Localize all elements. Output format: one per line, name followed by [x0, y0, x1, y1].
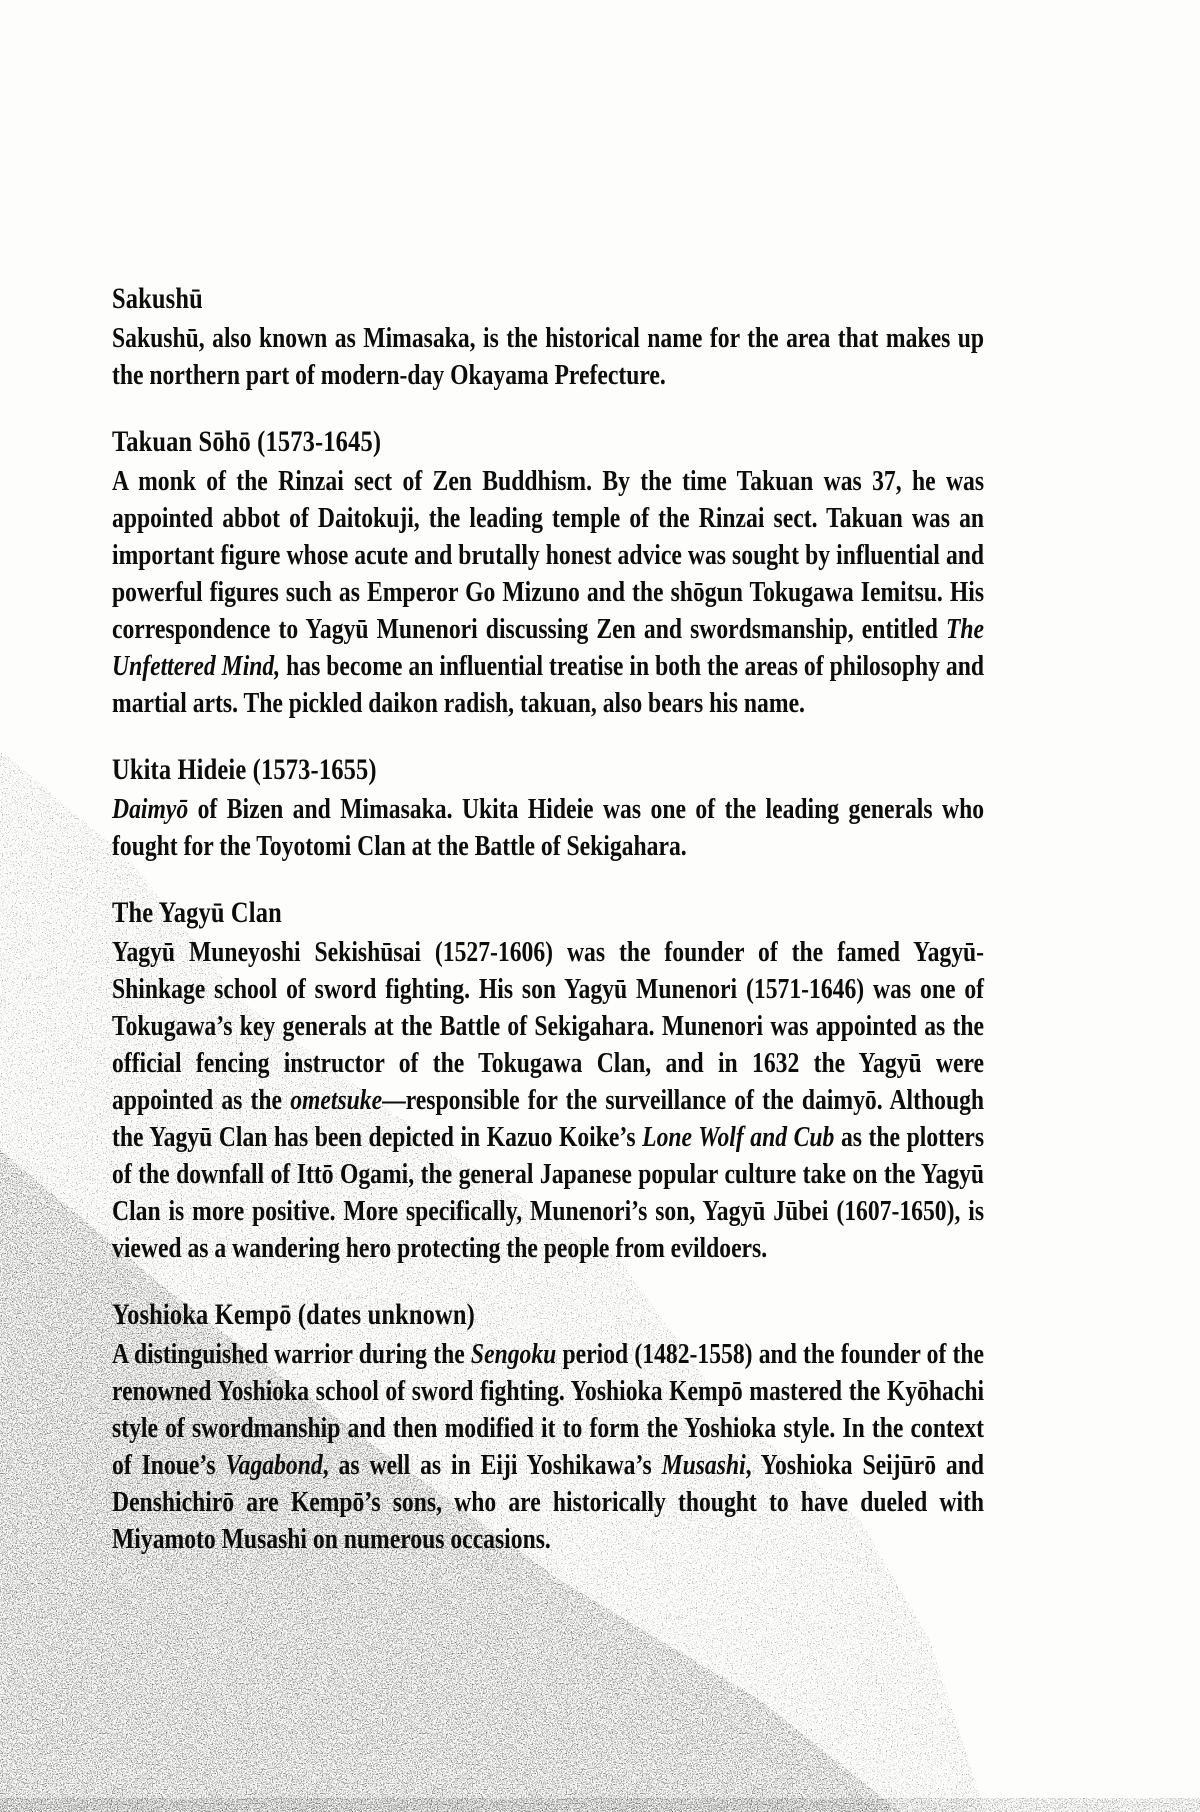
entry-body: A distinguished warrior during the Sengoku period (1482-1558) and the founder of the renowned Yoshioka school of sword fighting. Yoshioka Kempō mastered the Kyōhachi style of swordmanship and then modified it to form the Yoshioka style. In the context of Inoue’s Vagabond, as well as in Eiji Yoshikawa’s Musashi, Yoshioka Seijūrō and Denshichirō are Kempō’s sons, who are historically thought to have dueled with Miyamoto Musashi on numerous occasions. [112, 1338, 985, 1555]
glossary-entry [112, 749, 984, 865]
entry-heading: Sakushū [112, 282, 203, 315]
glossary-entry [112, 1294, 984, 1558]
entry-heading: The Yagyū Clan [112, 896, 282, 929]
entry-body: A monk of the Rinzai sect of Zen Buddhism. By the time Takuan was 37, he was appointed abbot of Daitokuji, the leading temple of the Rinzai sect. Takuan was an important figure whose acute and brutally honest advice was sought by influential and powerful figures such as Emperor Go Mizuno and the shōgun Tokugawa Iemitsu. His correspondence to Yagyū Munenori discussing Zen and swordsmanship, entitled The Unfettered Mind, has become an influential treatise in both the areas of philosophy and martial arts. The pickled daikon radish, takuan, also bears his name. [112, 465, 985, 719]
entry-heading: Yoshioka Kempō (dates unknown) [112, 1298, 475, 1331]
entry-body: Daimyō of Bizen and Mimasaka. Ukita Hideie was one of the leading generals who fought for the Toyotomi Clan at the Battle of Sekigahara. [112, 793, 985, 862]
entry-heading: Takuan Sōhō (1573-1645) [112, 425, 382, 458]
entry-heading: Ukita Hideie (1573-1655) [112, 753, 377, 786]
glossary-entry [112, 421, 984, 722]
glossary-entry [112, 278, 984, 394]
glossary-entry [112, 892, 984, 1267]
entry-body: Sakushū, also known as Mimasaka, is the historical name for the area that makes up the northern part of modern-day Okayama Prefecture. [112, 322, 985, 391]
glossary-content [112, 278, 984, 1585]
entry-body: Yagyū Muneyoshi Sekishūsai (1527-1606) was the founder of the famed Yagyū-Shinkage school of sword fighting. His son Yagyū Munenori (1571-1646) was one of Tokugawa’s key generals at the Battle of Sekigahara. Munenori was appointed as the official fencing instructor of the Tokugawa Clan, and in 1632 the Yagyū were appointed as the ometsuke—responsible for the surveillance of the daimyō. Although the Yagyū Clan has been depicted in Kazuo Koike’s Lone Wolf and Cub as the plotters of the downfall of Ittō Ogami, the general Japanese popular culture take on the Yagyū Clan is more positive. More specifically, Munenori’s son, Yagyū Jūbei (1607-1650), is viewed as a wandering hero protecting the people from evildoers. [112, 936, 985, 1264]
